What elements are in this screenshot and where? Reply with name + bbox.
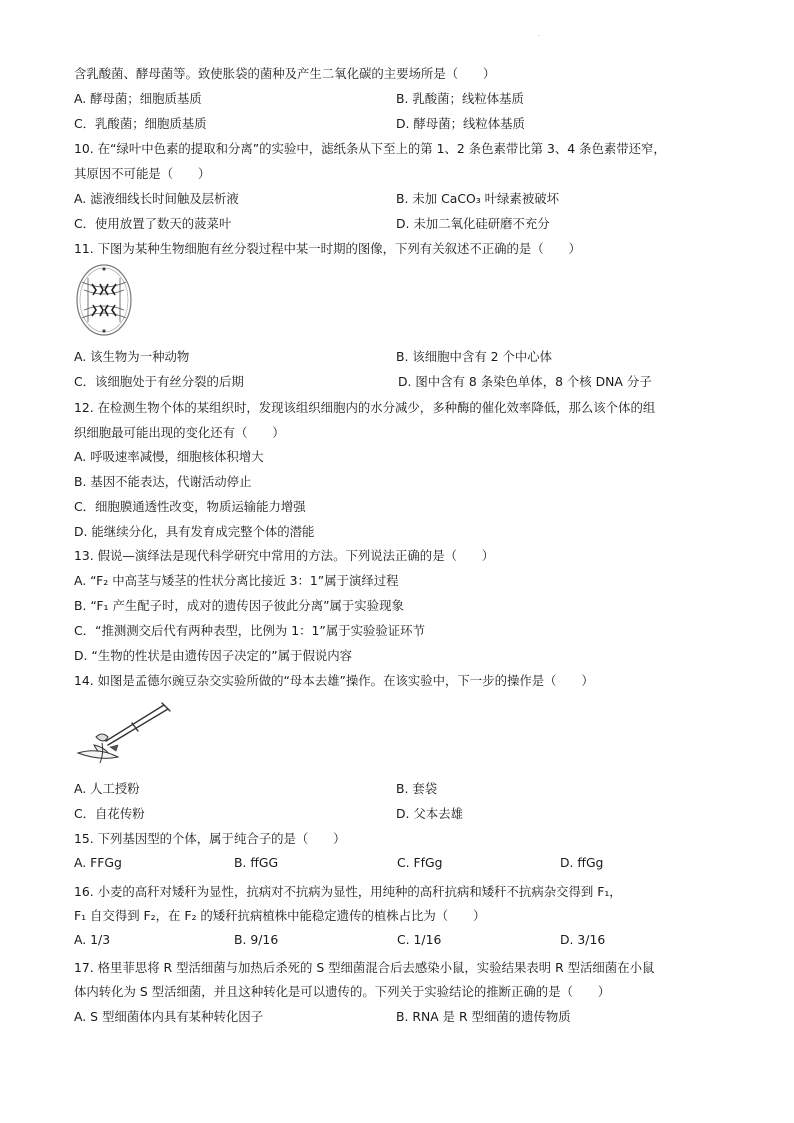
q11-option-d: D. 图中含有 8 条染色单体，8 个核 DNA 分子: [398, 374, 652, 389]
q12-option-d: D. 能继续分化，具有发育成完整个体的潜能: [74, 524, 315, 539]
q17-option-a: A. S 型细菌体内具有某种转化因子: [74, 1009, 264, 1024]
q10-option-a: A. 滤液细线长时间触及层析液: [74, 191, 239, 206]
q10-stem-line2: 其原因不可能是（ ）: [74, 166, 211, 181]
q16-stem-line2: F₁ 自交得到 F₂，在 F₂ 的矮秆抗病植株中能稳定遗传的植株占比为（ ）: [74, 908, 486, 923]
q10-option-d: D. 未加二氧化硅研磨不充分: [396, 216, 550, 231]
q12-stem-line2: 织细胞最可能出现的变化还有（ ）: [74, 425, 285, 440]
q14-option-d: D. 父本去雄: [396, 806, 463, 821]
q14-option-b: B. 套袋: [396, 781, 438, 796]
emasculation-tweezers-figure: [74, 697, 174, 767]
q15-option-b: B. ffGG: [234, 855, 279, 870]
q10-option-b: B. 未加 CaCO₃ 叶绿素被破坏: [396, 191, 559, 206]
q17-stem-line1: 17. 格里菲思将 R 型活细菌与加热后杀死的 S 型细菌混合后去感染小鼠，实验结果表明 R 型活细菌在小鼠: [74, 960, 655, 975]
q10-option-c: C．使用放置了数天的菠菜叶: [74, 216, 232, 231]
q9-option-c: C．乳酸菌；细胞质基质: [74, 116, 207, 131]
q17-stem-line2: 体内转化为 S 型活细菌，并且这种转化是可以遗传的。下列关于实验结论的推断正确的是（ ）: [74, 984, 611, 999]
q9-option-a: A. 酵母菌；细胞质基质: [74, 91, 202, 106]
q11-option-a: A. 该生物为一种动物: [74, 349, 190, 364]
q15-option-c: C. FfGg: [397, 855, 443, 870]
q10-stem-line1: 10. 在“绿叶中色素的提取和分离”的实验中，滤纸条从下至上的第 1、2 条色素带比第 3、4 条色素带还窄，: [74, 141, 666, 156]
q16-option-d: D. 3/16: [560, 932, 606, 947]
q9-stem: 含乳酸菌、酵母菌等。致使胀袋的菌种及产生二氧化碳的主要场所是（ ）: [74, 66, 496, 81]
q13-option-a: A. “F₂ 中高茎与矮茎的性状分离比接近 3：1”属于演绎过程: [74, 573, 399, 588]
q16-option-c: C. 1/16: [397, 932, 442, 947]
q12-option-a: A. 呼吸速率减慢，细胞核体积增大: [74, 449, 264, 464]
q13-option-c: C．“推测测交后代有两种表型，比例为 1：1”属于实验验证环节: [74, 623, 425, 638]
q11-option-b: B. 该细胞中含有 2 个中心体: [396, 349, 553, 364]
q14-stem: 14. 如图是孟德尔豌豆杂交实验所做的“母本去雄”操作。在该实验中，下一步的操作是（ ）: [74, 673, 594, 688]
q14-option-a: A. 人工授粉: [74, 781, 140, 796]
q9-option-d: D. 酵母菌；线粒体基质: [396, 116, 525, 131]
q11-stem: 11. 下图为某种生物细胞有丝分裂过程中某一时期的图像，下列有关叙述不正确的是（ ）: [74, 241, 581, 256]
q11-option-c: C．该细胞处于有丝分裂的后期: [74, 374, 244, 389]
q17-option-b: B. RNA 是 R 型细菌的遗传物质: [396, 1009, 571, 1024]
corner-mark: .: [538, 30, 541, 38]
q15-option-d: D. ffGg: [560, 855, 604, 870]
q12-stem-line1: 12. 在检测生物个体的某组织时，发现该组织细胞内的水分减少，多种酶的催化效率降低，那么该个体的组: [74, 400, 656, 415]
q9-option-b: B. 乳酸菌；线粒体基质: [396, 91, 524, 106]
q15-stem: 15. 下列基因型的个体，属于纯合子的是（ ）: [74, 831, 346, 846]
q12-option-c: C．细胞膜通透性改变，物质运输能力增强: [74, 499, 306, 514]
q15-option-a: A. FFGg: [74, 855, 122, 870]
q16-option-a: A. 1/3: [74, 932, 111, 947]
q12-option-b: B. 基因不能表达，代谢活动停止: [74, 474, 252, 489]
q16-stem-line1: 16. 小麦的高秆对矮秆为显性，抗病对不抗病为显性，用纯种的高秆抗病和矮秆不抗病杂交得到 F₁，: [74, 884, 622, 899]
q13-stem: 13. 假说—演绎法是现代科学研究中常用的方法。下列说法正确的是（ ）: [74, 548, 495, 563]
q14-option-c: C．自花传粉: [74, 806, 145, 821]
q16-option-b: B. 9/16: [234, 932, 279, 947]
q13-option-b: B. “F₁ 产生配子时，成对的遗传因子彼此分离”属于实验现象: [74, 598, 404, 613]
mitosis-cell-figure: [74, 262, 134, 338]
q13-option-d: D. “生物的性状是由遗传因子决定的”属于假说内容: [74, 648, 353, 663]
